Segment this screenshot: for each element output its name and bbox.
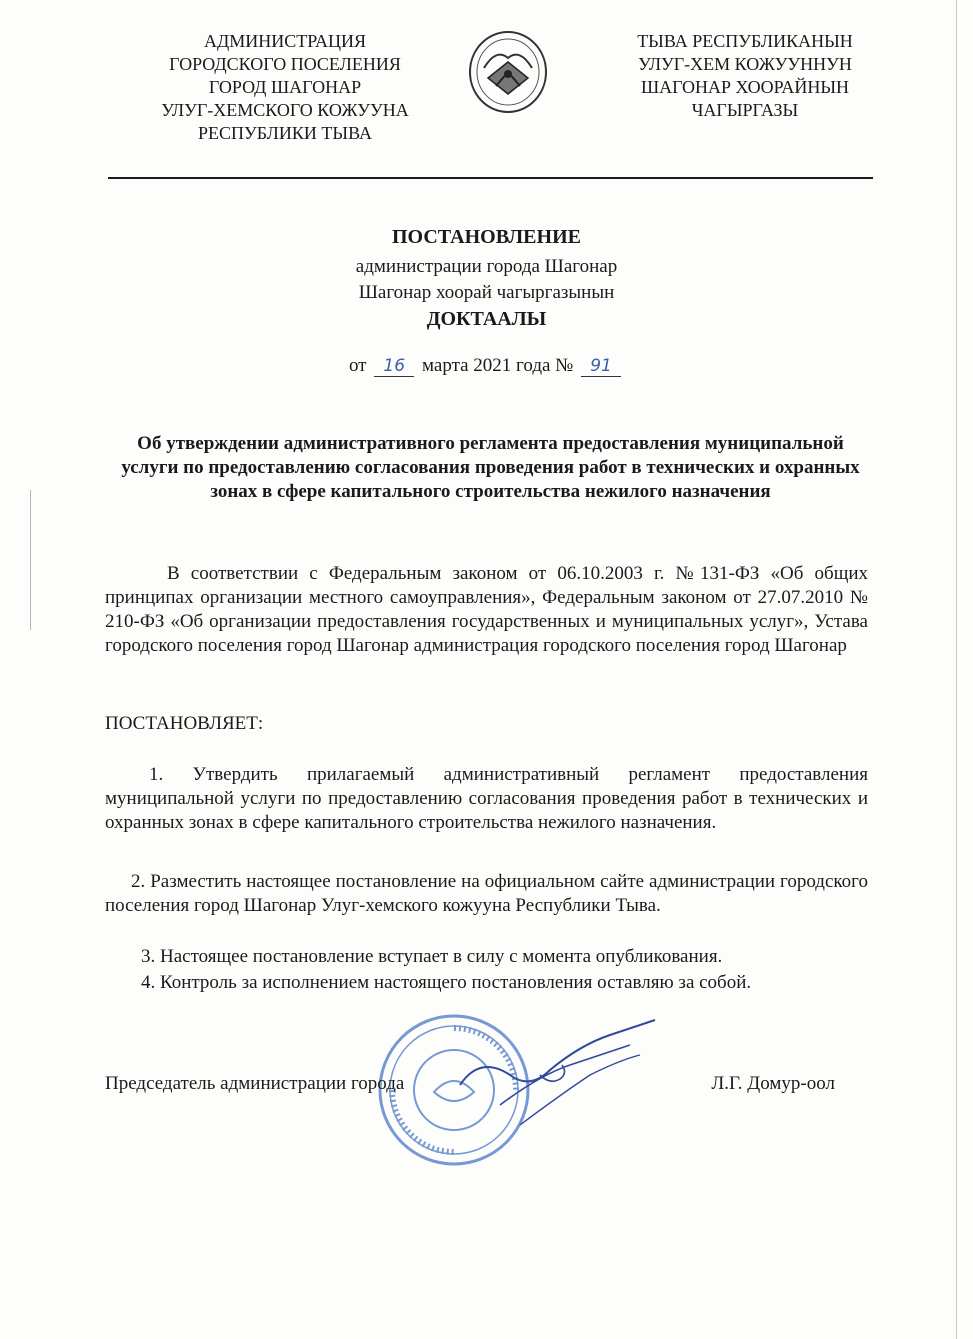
decree-heading: ПОСТАНОВЛЯЕТ: (105, 713, 264, 734)
list-item: 1. Утвердить прилагаемый административный регламент предоставления муниципальной услуги по предоставлению согласования проведения работ в технических и охранных зонах в сфере капитального строительства нежилого назначения. (105, 764, 868, 833)
issuer-tyv: Шагонар хоорай чагыргазынын (358, 282, 615, 303)
intro-paragraph: В соответствии с Федеральным законом от 06.10.2003 г. №131-ФЗ «Об общих принципах организации местного самоуправления», Федеральным законом от 27.07.2010 № 210-ФЗ «Об организации предоставления государственных и муниципальных услуг», Устава городского поселения город Шагонар администрация городского поселения город Шагонар (105, 563, 868, 656)
header-left-line: УЛУГ-ХЕМСКОГО КОЖУУНА (161, 100, 409, 120)
page-edge (956, 0, 957, 1339)
issuer-ru: администрации города Шагонар (355, 256, 618, 277)
city-emblem-icon (466, 28, 550, 116)
doc-type-tyv: ДОКТААЛЫ (426, 308, 547, 330)
list-item: 2. Разместить настоящее постановление на официальном сайте администрации городского поселения город Шагонар Улуг-хемского кожууна Республики Тыва. (105, 871, 868, 916)
date-prefix: от (348, 355, 367, 376)
header-right (600, 30, 890, 122)
header-left-line: ГОРОДСКОГО ПОСЕЛЕНИЯ (169, 54, 401, 74)
header-left-line: АДМИНИСТРАЦИЯ (204, 31, 366, 51)
signatory-title: Председатель администрации города (105, 1073, 405, 1094)
date-suffix: марта 2021 года № (422, 355, 574, 376)
list-item: 4. Контроль за исполнением настоящего постановления оставляю за собой. (141, 972, 752, 993)
signatory-name: Л.Г. Домур-оол (711, 1073, 835, 1094)
header-right-line: ЧАГЫРГАЗЫ (691, 100, 799, 120)
doc-type-ru: ПОСТАНОВЛЕНИЕ (392, 226, 581, 248)
header-left-line: РЕСПУБЛИКИ ТЫВА (198, 123, 372, 143)
header-right-line: УЛУГ-ХЕМ КОЖУУННУН (638, 54, 852, 74)
document-title: Об утверждении административного регламента предоставления муниципальной услуги по предоставлению согласования проведения работ в технических и охранных зонах в сфере капитального строительства нежилого назначения (121, 433, 860, 502)
handwritten-signature-icon (440, 1015, 670, 1135)
header-left-line: ГОРОД ШАГОНАР (208, 77, 362, 97)
margin-mark (30, 490, 31, 630)
header-right-line: ТЫВА РЕСПУБЛИКАНЫН (637, 31, 853, 51)
date-line (0, 355, 973, 377)
header-left (140, 30, 430, 145)
doc-number: 91 (581, 356, 621, 377)
header-divider (108, 177, 873, 179)
header-right-line: ШАГОНАР ХООРАЙНЫН (640, 77, 850, 97)
date-day: 16 (374, 356, 414, 377)
list-item: 3. Настоящее постановление вступает в силу с момента опубликования. (141, 946, 723, 967)
